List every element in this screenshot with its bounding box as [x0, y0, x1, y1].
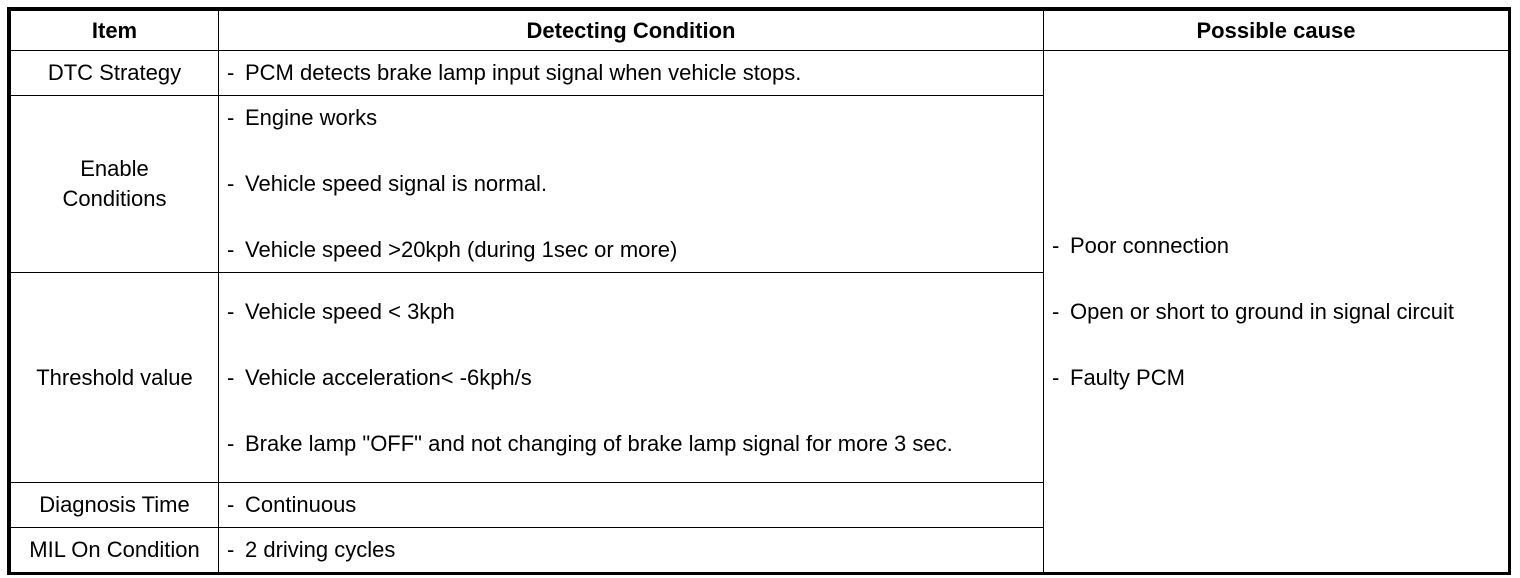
- item-threshold-value: [11, 273, 219, 483]
- bullet-dash: -: [227, 537, 235, 562]
- item-diagnosis-time: [11, 483, 219, 528]
- condition-text: Vehicle acceleration< -6kph/s: [245, 364, 532, 390]
- bullet-dash: -: [227, 364, 235, 390]
- item-label: MIL On Condition: [29, 537, 200, 562]
- bullet-dash: -: [227, 298, 235, 324]
- condition-line: [227, 169, 1043, 199]
- item-label: Diagnosis Time: [39, 492, 190, 517]
- condition-line: [227, 235, 1043, 265]
- table-header-row: [11, 11, 1509, 51]
- bullet-dash: -: [227, 105, 235, 130]
- dtc-table: [10, 10, 1509, 573]
- bullet-dash: -: [1052, 364, 1060, 390]
- condition-cell: [219, 483, 1044, 528]
- bullet-dash: -: [1052, 232, 1060, 258]
- header-item: Item: [11, 11, 219, 51]
- possible-cause-cell: [1044, 51, 1509, 573]
- item-mil-on-condition: [11, 528, 219, 573]
- condition-text: Vehicle speed >20kph (during 1sec or more): [245, 237, 678, 262]
- dtc-table-frame: [7, 7, 1511, 575]
- condition-line: [227, 429, 1043, 459]
- cause-text: Faulty PCM: [1070, 364, 1185, 390]
- condition-line: [227, 103, 1043, 133]
- header-detecting-condition: Detecting Condition: [219, 11, 1044, 51]
- bullet-dash: -: [1052, 298, 1060, 324]
- condition-line: [227, 535, 1043, 565]
- header-possible-cause: Possible cause: [1044, 11, 1509, 51]
- bullet-dash: -: [227, 237, 235, 262]
- item-label: Threshold value: [36, 364, 193, 390]
- item-dtc-strategy: [11, 51, 219, 96]
- cause-line: [1052, 297, 1508, 327]
- condition-cell: [219, 51, 1044, 96]
- condition-line: [227, 490, 1043, 520]
- condition-cell: [219, 96, 1044, 273]
- condition-line: [227, 363, 1043, 393]
- condition-text: Vehicle speed < 3kph: [245, 298, 455, 324]
- bullet-dash: -: [227, 60, 235, 85]
- condition-cell: [219, 528, 1044, 573]
- cause-text: Open or short to ground in signal circuit: [1070, 298, 1454, 324]
- item-label: DTC Strategy: [47, 60, 182, 85]
- condition-text: Brake lamp "OFF" and not changing of brake lamp signal for more 3 sec.: [245, 430, 953, 456]
- table-row: [11, 51, 1509, 96]
- condition-text: 2 driving cycles: [245, 537, 396, 562]
- item-label: Enable: [80, 156, 149, 181]
- bullet-dash: -: [227, 171, 235, 196]
- bullet-dash: -: [227, 492, 235, 517]
- condition-text: Continuous: [245, 492, 357, 517]
- item-enable-conditions: [11, 96, 219, 273]
- condition-text: PCM detects brake lamp input signal when vehicle stops.: [245, 60, 802, 85]
- bullet-dash: -: [227, 430, 235, 456]
- condition-line: [227, 58, 1043, 88]
- item-label: Conditions: [62, 186, 167, 211]
- cause-text: Poor connection: [1070, 232, 1229, 258]
- condition-text: Engine works: [245, 105, 378, 130]
- condition-line: [227, 297, 1043, 327]
- cause-line: [1052, 363, 1508, 393]
- cause-line: [1052, 231, 1508, 261]
- condition-text: Vehicle speed signal is normal.: [245, 171, 548, 196]
- condition-cell: [219, 273, 1044, 483]
